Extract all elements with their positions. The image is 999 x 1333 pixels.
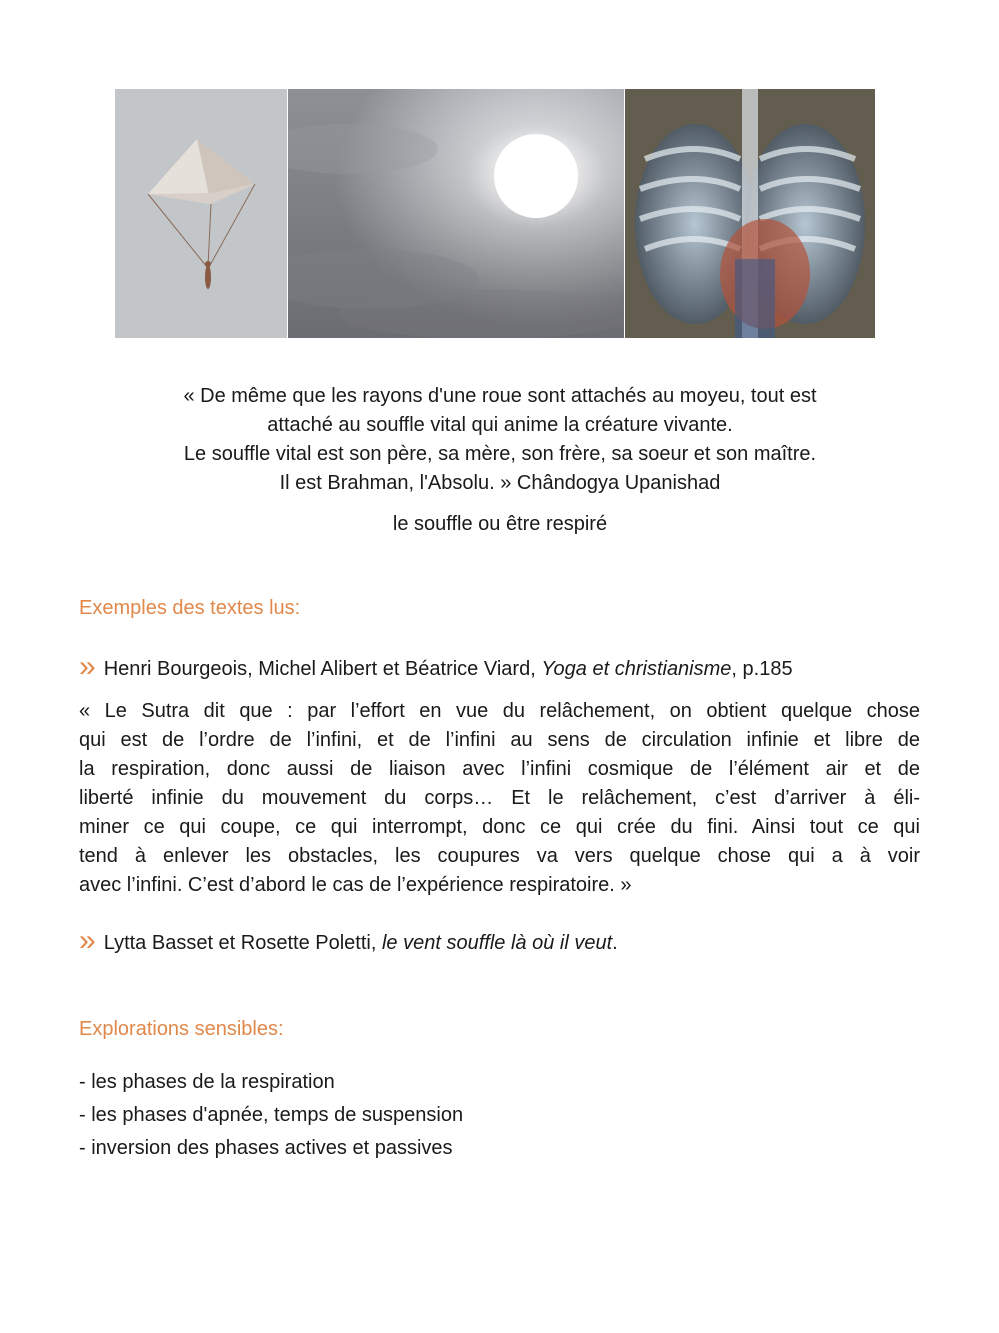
- reference-1: [79, 652, 793, 683]
- ref-authors: Henri Bourgeois, Michel Alibert et Béatrice Viard,: [103, 658, 542, 680]
- chevron-icon: »: [79, 924, 96, 957]
- quote-line: Le souffle vital est son père, sa mère, son frère, sa soeur et son maître.: [183, 443, 817, 465]
- parachute-image: [115, 89, 287, 338]
- paragraph-line: liberté infinie du mouvement du corps… Et le relâchement, c’est d’arriver à éli-: [79, 787, 920, 809]
- list-item: - inversion des phases actives et passives: [79, 1137, 453, 1159]
- page-subtitle: le souffle ou être respiré: [392, 513, 608, 535]
- upanishad-quote: [100, 382, 900, 498]
- ref-authors: Lytta Basset et Rosette Poletti,: [103, 932, 382, 954]
- paragraph-line: miner ce qui coupe, ce qui interrompt, donc ce qui crée du fini. Ainsi tout ce qui: [79, 816, 920, 838]
- ref-title: Yoga et christianisme: [541, 658, 732, 680]
- quote-line: attaché au souffle vital qui anime la créature vivante.: [267, 414, 733, 436]
- sky-sun-image: [288, 89, 624, 338]
- section-heading-explorations: Explorations sensibles:: [79, 1018, 284, 1040]
- chest-xray-image: [625, 89, 875, 338]
- chevron-icon: »: [79, 650, 96, 683]
- explorations-list: [79, 1066, 463, 1165]
- header-image-banner: [115, 89, 875, 338]
- quote-line: « De même que les rayons d'une roue sont attachés au moyeu, tout est: [183, 385, 817, 407]
- quote-line: Il est Brahman, l'Absolu. » Chândogya Upanishad: [279, 472, 721, 494]
- list-item: - les phases d'apnée, temps de suspension: [79, 1104, 464, 1126]
- paragraph-line: avec l’infini. C’est d’abord le cas de l’expérience respiratoire. »: [79, 874, 632, 896]
- ref-suffix: , p.185: [731, 658, 793, 680]
- ref-title: le vent souffle là où il veut: [381, 932, 613, 954]
- list-item: - les phases de la respiration: [79, 1071, 335, 1093]
- sutra-quote-paragraph: [79, 697, 920, 900]
- paragraph-line: tend à enlever les obstacles, les coupures va vers quelque chose qui a à voir: [79, 845, 920, 867]
- paragraph-line: qui est de l’ordre de l’infini, et de l’infini au sens de circulation infinie et libre de: [79, 729, 920, 751]
- section-heading-examples: Exemples des textes lus:: [79, 597, 301, 619]
- paragraph-line: « Le Sutra dit que : par l’effort en vue du relâchement, on obtient quelque chose: [79, 700, 920, 722]
- ref-suffix: .: [612, 932, 618, 954]
- paragraph-line: la respiration, donc aussi de liaison avec l’infini cosmique de l’élément air et de: [79, 758, 920, 780]
- reference-2: [79, 926, 618, 957]
